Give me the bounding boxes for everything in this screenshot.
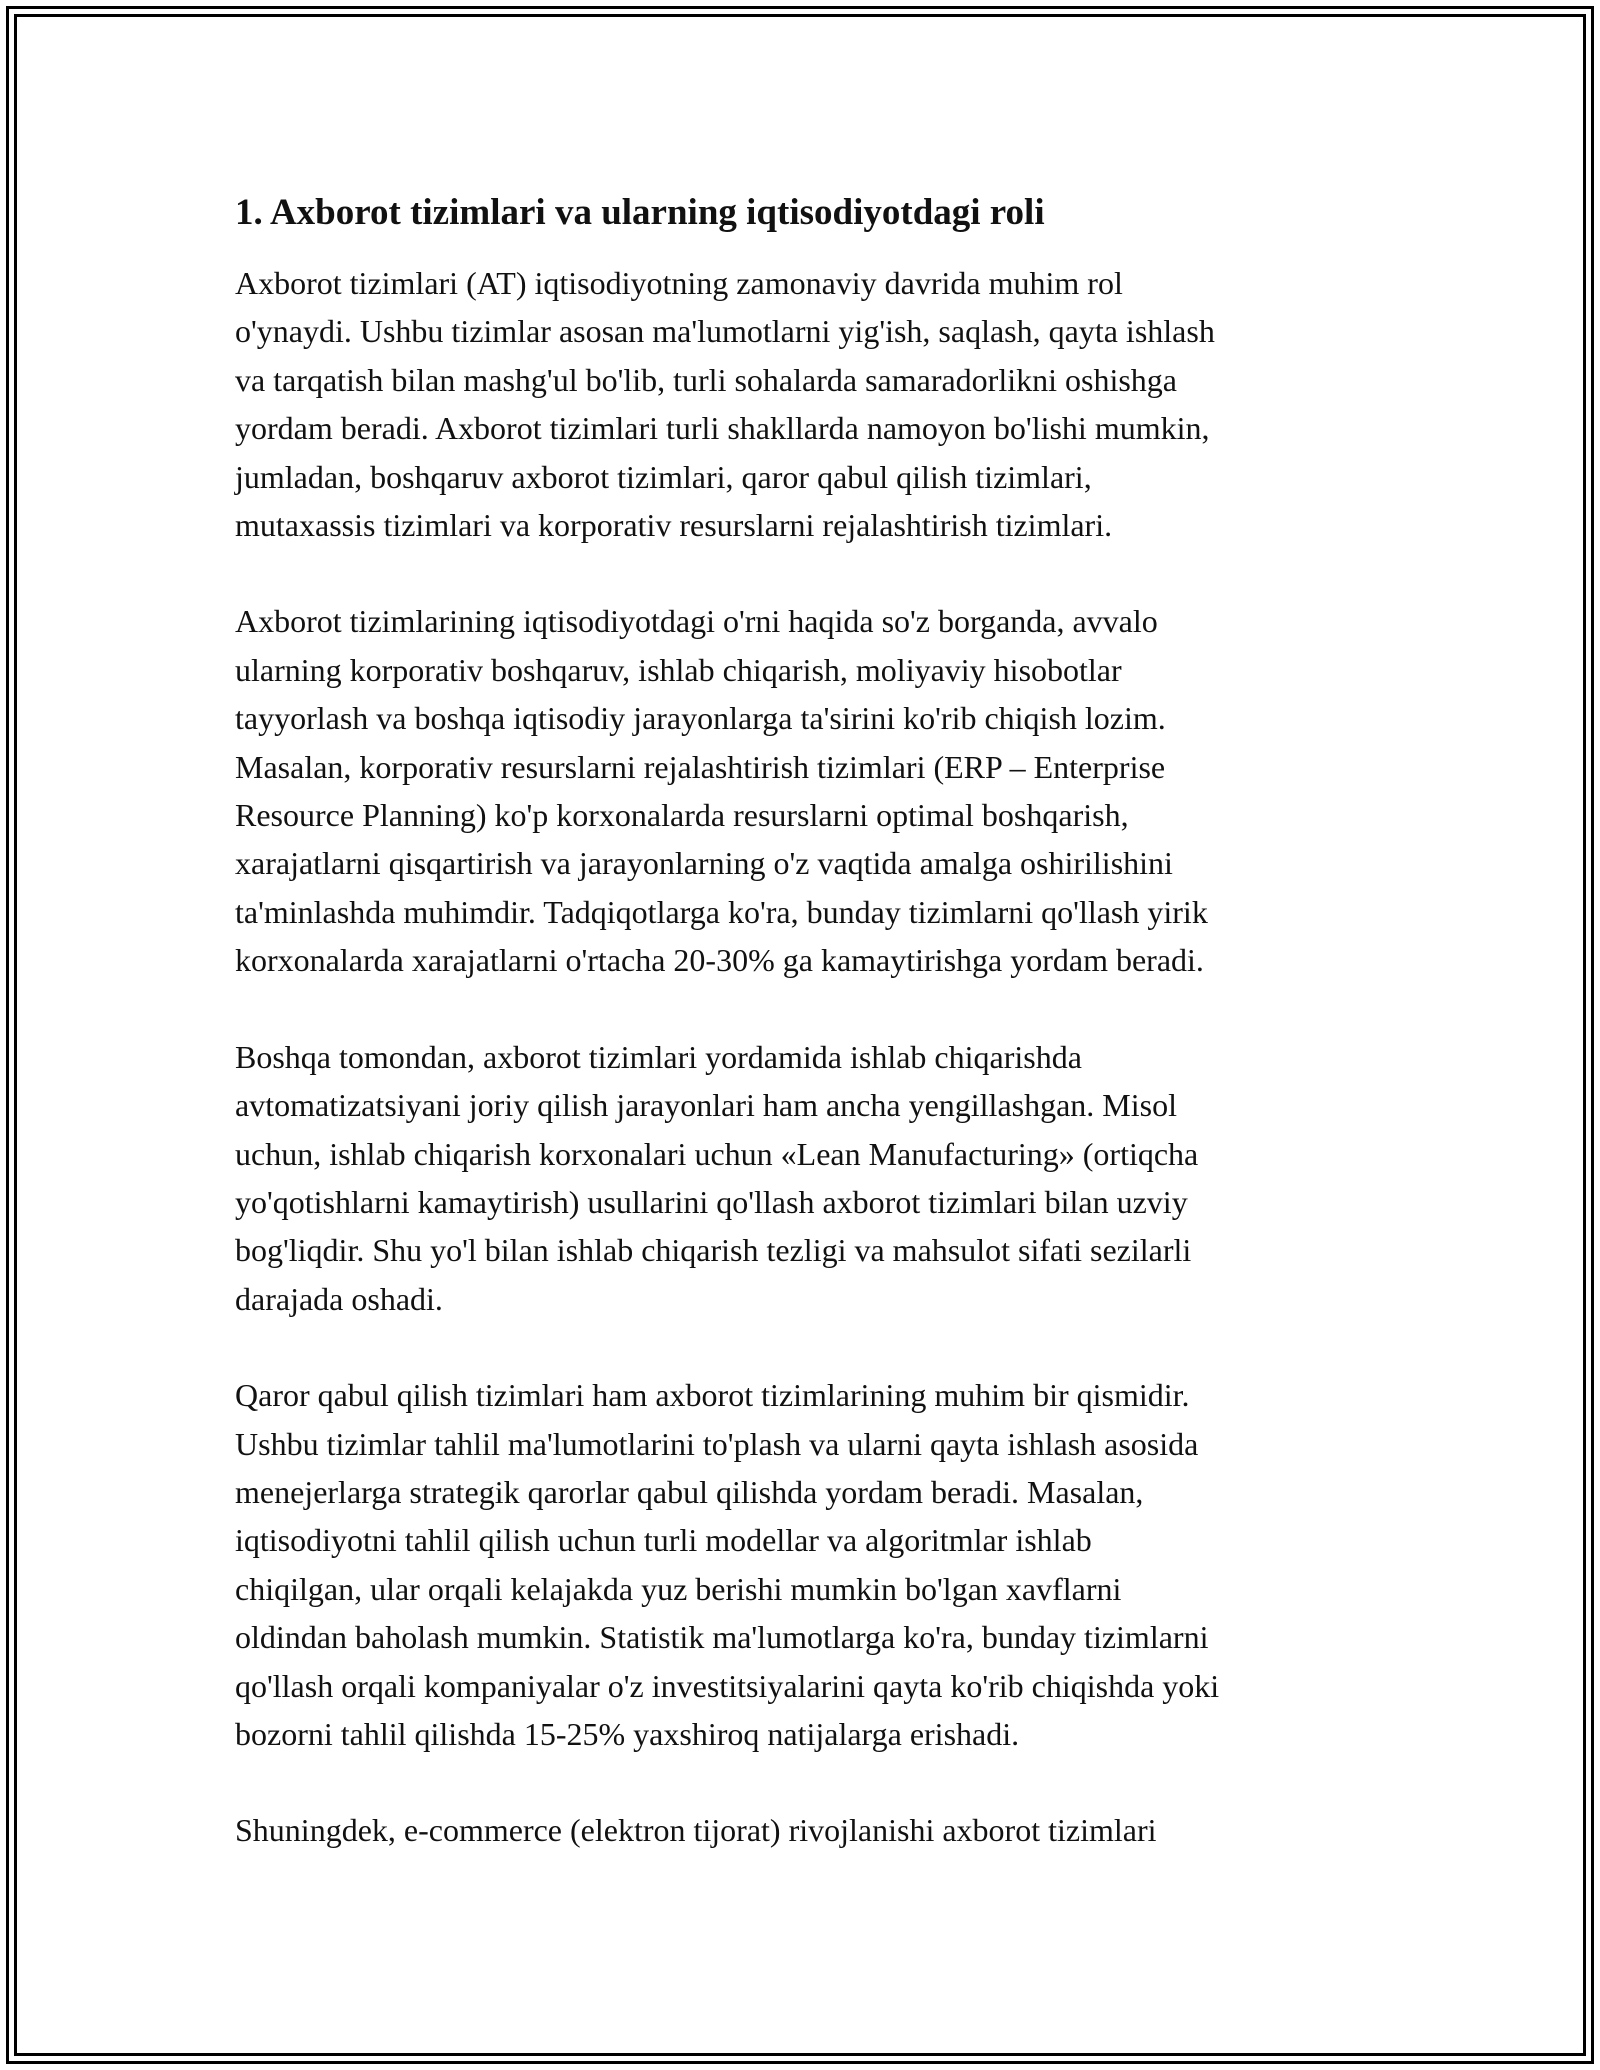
paragraph-line: ta'minlashda muhimdir. Tadqiqotlarga ko'ra, bunday tizimlarni qo'llash yirik [235,893,1208,930]
paragraph-line: jumladan, boshqaruv axborot tizimlari, qaror qabul qilish tizimlari, [235,458,1092,495]
paragraph-line: tayyorlash va boshqa iqtisodiy jarayonlarga ta'sirini ko'rib chiqish lozim. [235,700,1166,737]
paragraph [235,1033,1375,1323]
paragraph-line: qo'llash orqali kompaniyalar o'z investitsiyalarini qayta ko'rib chiqishda yoki [235,1667,1220,1704]
paragraph [235,259,1375,549]
paragraph-line: Axborot tizimlari (AT) iqtisodiyotning zamonaviy davrida muhim rol [235,265,1123,301]
paragraph-line: chiqilgan, ular orqali kelajakda yuz berishi mumkin bo'lgan xavflarni [235,1570,1122,1607]
paragraph-line: Qaror qabul qilish tizimlari ham axborot tizimlarining muhim bir qismidir. [235,1377,1190,1414]
paragraph-line: iqtisodiyotni tahlil qilish uchun turli modellar va algoritmlar ishlab [235,1522,1092,1559]
paragraph [235,1806,1375,1854]
paragraph-line: Masalan, korporativ resurslarni rejalashtirish tizimlari (ERP – Enterprise [235,748,1166,785]
paragraph-line: o'ynaydi. Ushbu tizimlar asosan ma'lumotlarni yig'ish, saqlash, qayta ishlash [235,313,1215,350]
paragraph-line: Boshqa tomondan, axborot tizimlari yordamida ishlab chiqarishda [235,1038,1082,1075]
paragraph-line: yordam beradi. Axborot tizimlari turli shakllarda namoyon bo'lishi mumkin, [235,410,1210,447]
section-heading: 1. Axborot tizimlari va ularning iqtisodiyotdagi roli [235,192,1045,233]
paragraph-line: oldindan baholash mumkin. Statistik ma'lumotlarga ko'ra, bunday tizimlarni [235,1619,1209,1656]
paragraph-line: korxonalarda xarajatlarni o'rtacha 20-30% ga kamaytirishga yordam beradi. [235,942,1204,979]
paragraph-line: darajada oshadi. [235,1280,443,1317]
paragraph-line: bog'liqdir. Shu yo'l bilan ishlab chiqarish tezligi va mahsulot sifati sezilarli [235,1232,1192,1269]
paragraph-line: va tarqatish bilan mashg'ul bo'lib, turli sohalarda samaradorlikni oshishga [235,361,1177,398]
paragraph-line: menejerlarga strategik qarorlar qabul qilishda yordam beradi. Masalan, [235,1473,1144,1510]
paragraph-line: mutaxassis tizimlari va korporativ resurslarni rejalashtirish tizimlari. [235,507,1113,544]
paragraph-line: ularning korporativ boshqaruv, ishlab chiqarish, moliyaviy hisobotlar [235,651,1122,688]
paragraph-line: Axborot tizimlarining iqtisodiyotdagi o'rni haqida so'z borganda, avvalo [235,603,1158,640]
paragraph-line: uchun, ishlab chiqarish korxonalari uchun «Lean Manufacturing» (ortiqcha [235,1135,1199,1172]
paragraph [235,1371,1375,1758]
paragraph-line: Resource Planning) ko'p korxonalarda resurslarni optimal boshqarish, [235,797,1129,834]
paragraph-line: Shuningdek, e-commerce (elektron tijorat) rivojlanishi axborot tizimlari [235,1812,1157,1849]
paragraph-line: Ushbu tizimlar tahlil ma'lumotlarini to'plash va ularni qayta ishlash asosida [235,1425,1199,1462]
document-body [235,185,1375,1903]
paragraph [235,597,1375,984]
paragraph-line: yo'qotishlarni kamaytirish) usullarini qo'llash axborot tizimlari bilan uzviy [235,1183,1188,1220]
paragraph-line: xarajatlarni qisqartirish va jarayonlarning o'z vaqtida amalga oshirilishini [235,845,1173,882]
paragraph-line: bozorni tahlil qilishda 15-25% yaxshiroq natijalarga erishadi. [235,1715,1020,1752]
paragraph-line: avtomatizatsiyani joriy qilish jarayonlari ham ancha yengillashgan. Misol [235,1087,1177,1124]
paragraphs-container [235,259,1375,1855]
